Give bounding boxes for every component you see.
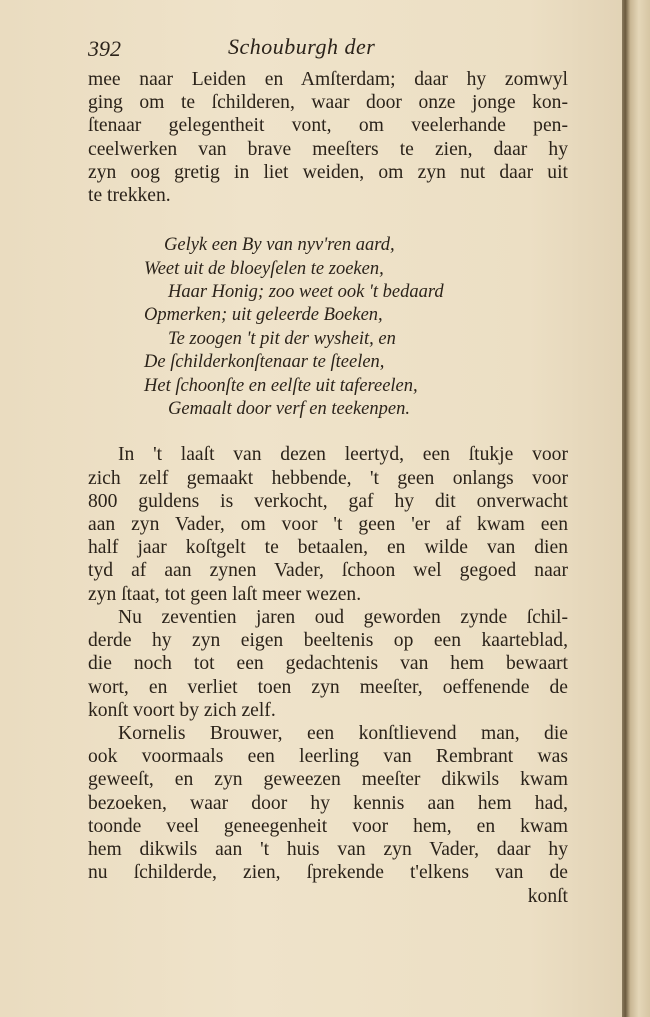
text-line: die noch tot een gedachtenis van hem bewaart bbox=[88, 653, 568, 675]
text-line: wort, en verliet toen zyn meeſter, oeffenende de bbox=[88, 676, 568, 698]
text-line: In 't laaſt van dezen leertyd, een ſtukje voor bbox=[118, 444, 568, 466]
text-line: ceelwerken van brave meeſters te zien, daar hy bbox=[88, 138, 568, 160]
poem-line: Gemaalt door verf en teekenpen. bbox=[168, 399, 410, 420]
poem-line: De ſchilderkonſtenaar te ſteelen, bbox=[144, 352, 385, 373]
text-line: bezoeken, waar door hy kennis aan hem had, bbox=[88, 792, 568, 814]
book-gutter bbox=[622, 0, 650, 1017]
paragraph-3 bbox=[88, 606, 568, 722]
running-title: Schouburgh der bbox=[228, 34, 376, 59]
paragraph-1 bbox=[88, 68, 568, 207]
paragraph-2 bbox=[88, 443, 568, 605]
poem-line: Weet uit de bloeyſelen te zoeken, bbox=[144, 258, 384, 279]
page-number: 392 bbox=[88, 36, 121, 61]
page-text bbox=[88, 30, 568, 908]
text-line: hem dikwils aan 't huis van zyn Vader, daar hy bbox=[88, 838, 568, 860]
poem-line: Opmerken; uit geleerde Boeken, bbox=[144, 305, 383, 326]
text-line: Nu zeventien jaren oud geworden zynde ſchil- bbox=[118, 606, 568, 628]
text-line: ook voormaals een leerling van Rembrant was bbox=[88, 746, 568, 768]
text-line: Kornelis Brouwer, een konſtlievend man, die bbox=[118, 722, 568, 744]
text-line: tyd af aan zynen Vader, ſchoon wel gegoed naar bbox=[88, 560, 568, 582]
text-line: ſtenaar gelegentheit vont, om veelerhande pen- bbox=[88, 115, 568, 137]
poem-line: Het ſchoonſte en eelſte uit tafereelen, bbox=[144, 375, 418, 396]
text-line: zyn oog gretig in liet weiden, om zyn nut daar uit bbox=[88, 161, 568, 183]
paragraph-4 bbox=[88, 722, 568, 884]
text-line: half jaar koſtgelt te betaalen, en wilde van dien bbox=[88, 537, 568, 559]
text-line: mee naar Leiden en Amſterdam; daar hy zomwyl bbox=[88, 69, 568, 90]
page-header bbox=[88, 30, 568, 68]
text-line: toonde veel geneegenheit voor hem, en kwam bbox=[88, 815, 568, 837]
text-line: nu ſchilderde, zien, ſprekende t'elkens van de bbox=[88, 862, 568, 884]
text-line: derde hy zyn eigen beeltenis op een kaarteblad, bbox=[88, 630, 568, 652]
poem bbox=[88, 234, 568, 421]
text-line: 800 guldens is verkocht, gaf hy dit onverwacht bbox=[88, 490, 568, 512]
poem-line: Haar Honig; zoo weet ook 't bedaard bbox=[168, 282, 444, 303]
poem-line: Te zoogen 't pit der wysheit, en bbox=[168, 328, 396, 349]
text-line: geweeſt, en zyn geweezen meeſter dikwils kwam bbox=[88, 769, 568, 791]
text-line: ging om te ſchilderen, waar door onze jonge kon- bbox=[88, 92, 568, 114]
text-line: zich zelf gemaakt hebbende, 't geen onlangs voor bbox=[88, 467, 568, 489]
text-line: te trekken. bbox=[88, 185, 171, 207]
text-line: aan zyn Vader, om voor 't geen 'er af kwam een bbox=[88, 514, 568, 536]
text-line: konſt voort by zich zelf. bbox=[88, 699, 276, 721]
catchword: konſt bbox=[527, 886, 568, 908]
poem-line: Gelyk een By van nyv'ren aard, bbox=[164, 235, 395, 256]
text-line: zyn ſtaat, tot geen laſt meer wezen. bbox=[88, 583, 362, 605]
